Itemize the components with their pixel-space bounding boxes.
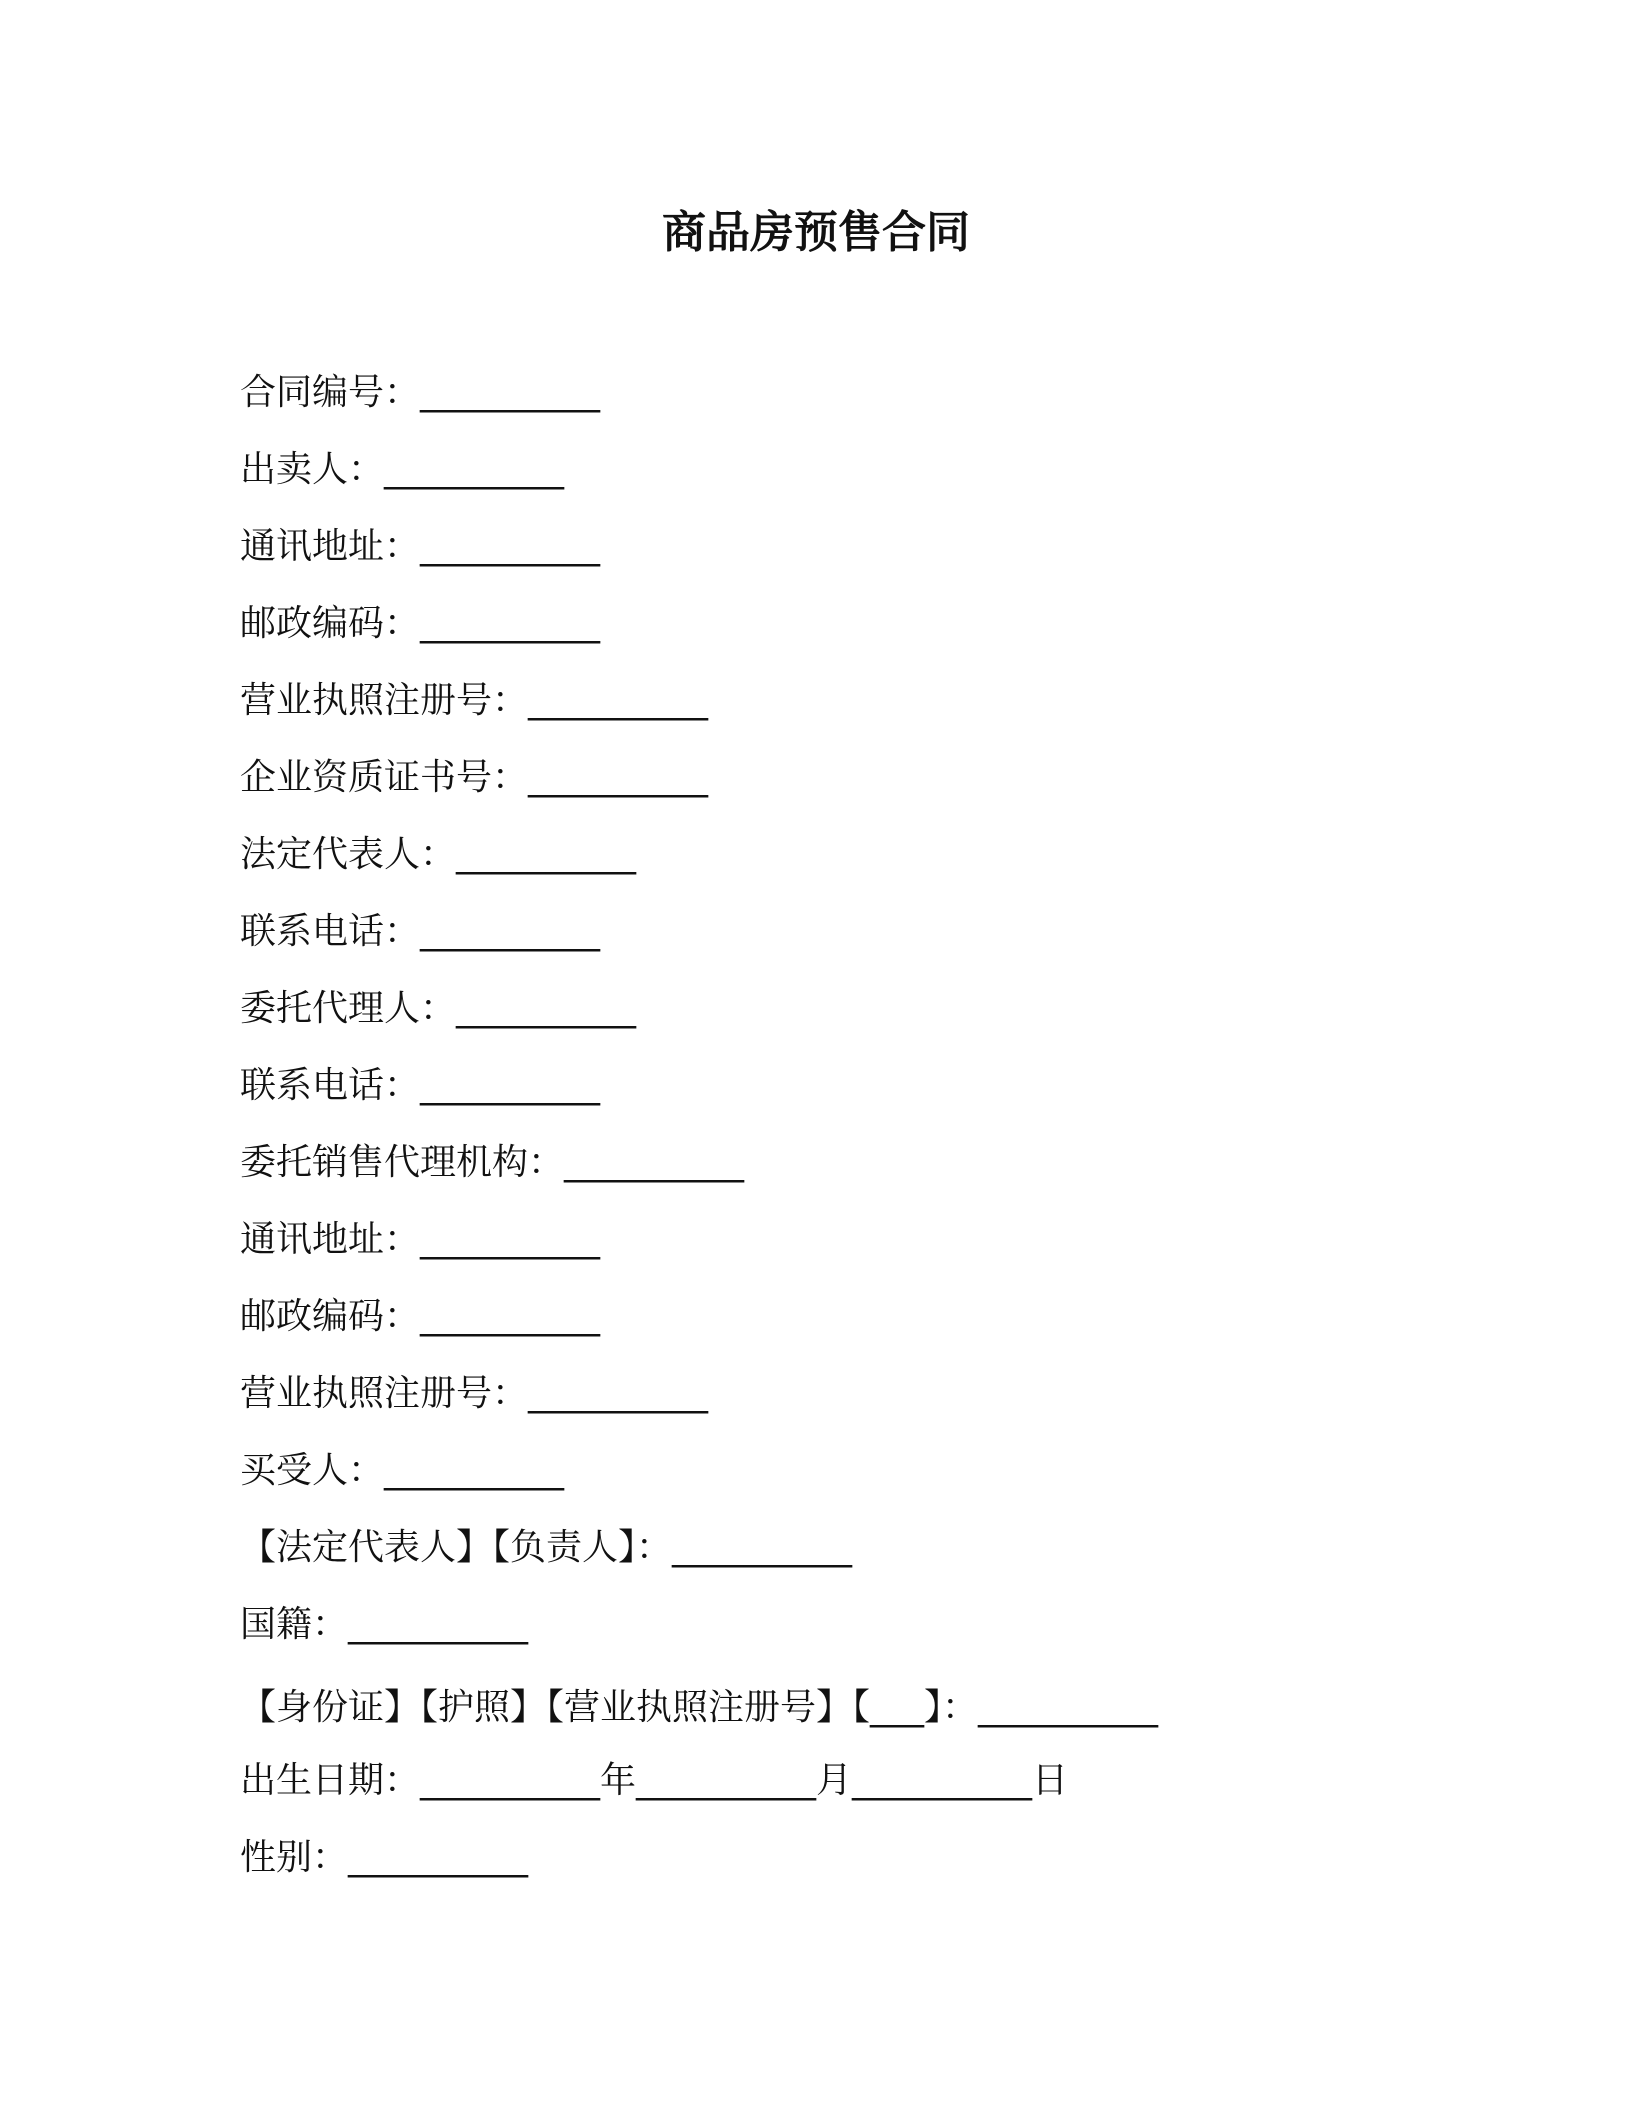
field-authorized-agent: 委托代理人：__________ <box>240 988 637 1029</box>
field-agent-phone: 联系电话：__________ <box>240 1065 601 1106</box>
field-seller: 出卖人：__________ <box>240 449 565 490</box>
field-contract-number: 合同编号：__________ <box>240 372 601 413</box>
field-agency-business-license: 营业执照注册号：__________ <box>240 1373 709 1414</box>
field-agency-address: 通讯地址：__________ <box>240 1219 601 1260</box>
field-birth-date: 出生日期：__________年__________月__________日 <box>240 1760 1069 1801</box>
field-sales-agency: 委托销售代理机构：__________ <box>240 1142 745 1183</box>
field-seller-postcode: 邮政编码：__________ <box>240 603 601 644</box>
field-phone: 联系电话：__________ <box>240 911 601 952</box>
field-identity-document: 【身份证】【护照】【营业执照注册号】【___】：__________ <box>240 1687 1159 1728</box>
field-gender: 性别：__________ <box>240 1837 529 1878</box>
field-buyer: 买受人：__________ <box>240 1450 565 1491</box>
field-business-license: 营业执照注册号：__________ <box>240 680 709 721</box>
field-qualification-certificate: 企业资质证书号：__________ <box>240 757 709 798</box>
field-legal-representative: 法定代表人：__________ <box>240 834 637 875</box>
document-title: 商品房预售合同 <box>662 207 970 258</box>
field-nationality: 国籍：__________ <box>240 1604 529 1645</box>
field-agency-postcode: 邮政编码：__________ <box>240 1296 601 1337</box>
field-seller-address: 通讯地址：__________ <box>240 526 601 567</box>
field-buyer-representative: 【法定代表人】【负责人】：__________ <box>240 1527 853 1568</box>
